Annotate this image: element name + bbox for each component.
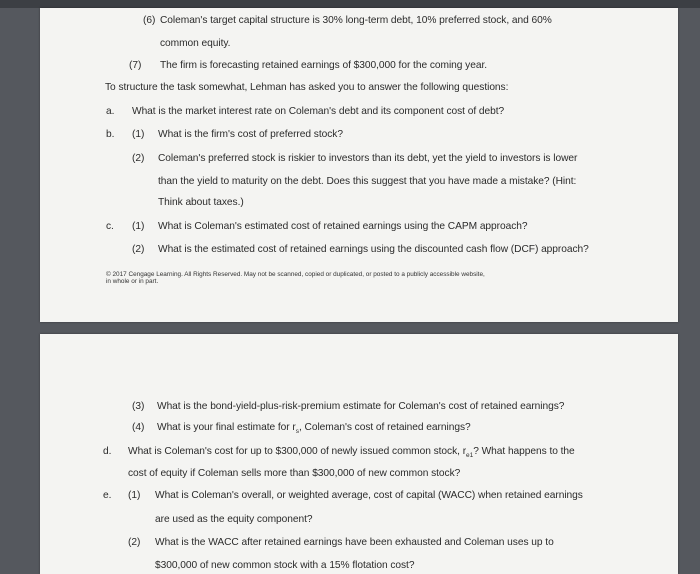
subquestion-number: (1)	[132, 129, 145, 140]
item-text: Coleman's target capital structure is 30% long-term debt, 10% preferred stock, and 60%	[160, 15, 552, 26]
question-letter: d.	[103, 446, 112, 457]
question-text: What is the market interest rate on Coleman's debt and its component cost of debt?	[132, 106, 505, 117]
copyright-notice: © 2017 Cengage Learning. All Rights Reserved. May not be scanned, copied or duplicated, or posted to a publicly accessible website,	[106, 271, 485, 278]
question-text: What is the estimated cost of retained earnings using the discounted cash flow (DCF) approach?	[158, 244, 589, 255]
question-text: are used as the equity component?	[155, 514, 313, 525]
subquestion-number: (4)	[132, 422, 145, 433]
question-letter: e.	[103, 490, 112, 501]
question-text: What is the bond-yield-plus-risk-premium estimate for Coleman's cost of retained earnings?	[157, 401, 565, 412]
question-letter: b.	[106, 129, 115, 140]
subquestion-number: (3)	[132, 401, 145, 412]
question-text: $300,000 of new common stock with a 15% flotation cost?	[155, 560, 415, 571]
subquestion-number: (1)	[128, 490, 141, 501]
copyright-notice-continuation: in whole or in part.	[106, 278, 159, 285]
subquestion-number: (2)	[128, 537, 141, 548]
question-text: What is the WACC after retained earnings have been exhausted and Coleman uses up to	[155, 537, 554, 548]
question-text: What is Coleman's estimated cost of retained earnings using the CAPM approach?	[158, 221, 528, 232]
question-text: than the yield to maturity on the debt. Does this suggest that you have made a mistake? (Hint:	[158, 176, 577, 187]
question-text: What is Coleman's overall, or weighted average, cost of capital (WACC) when retained earnings	[155, 490, 583, 501]
question-text: What is Coleman's cost for up to $300,000 of newly issued common stock, $r_{e1}$? What happens to the	[128, 446, 575, 460]
item-text: The firm is forecasting retained earnings of $300,000 for the coming year.	[160, 60, 488, 71]
subquestion-number: (1)	[132, 221, 145, 232]
document-page-1	[40, 8, 678, 322]
item-number: (7)	[129, 60, 142, 71]
intro-text: To structure the task somewhat, Lehman has asked you to answer the following questions:	[105, 82, 509, 93]
question-text: cost of equity if Coleman sells more than $300,000 of new common stock?	[128, 468, 461, 479]
item-number: (6)	[143, 15, 156, 26]
subquestion-number: (2)	[132, 244, 145, 255]
question-text: What is the firm's cost of preferred stock?	[158, 129, 343, 140]
question-text: Coleman's preferred stock is riskier to investors than its debt, yet the yield to investors is lower	[158, 153, 578, 164]
top-bar	[0, 0, 700, 8]
item-text-continuation: common equity.	[160, 38, 231, 49]
document-page-2	[40, 334, 678, 574]
question-text: What is your final estimate for $r_s$, Coleman's cost of retained earnings?	[157, 422, 471, 436]
question-letter: c.	[106, 221, 114, 232]
question-letter: a.	[106, 106, 115, 117]
subquestion-number: (2)	[132, 153, 145, 164]
question-text: Think about taxes.)	[158, 197, 244, 208]
